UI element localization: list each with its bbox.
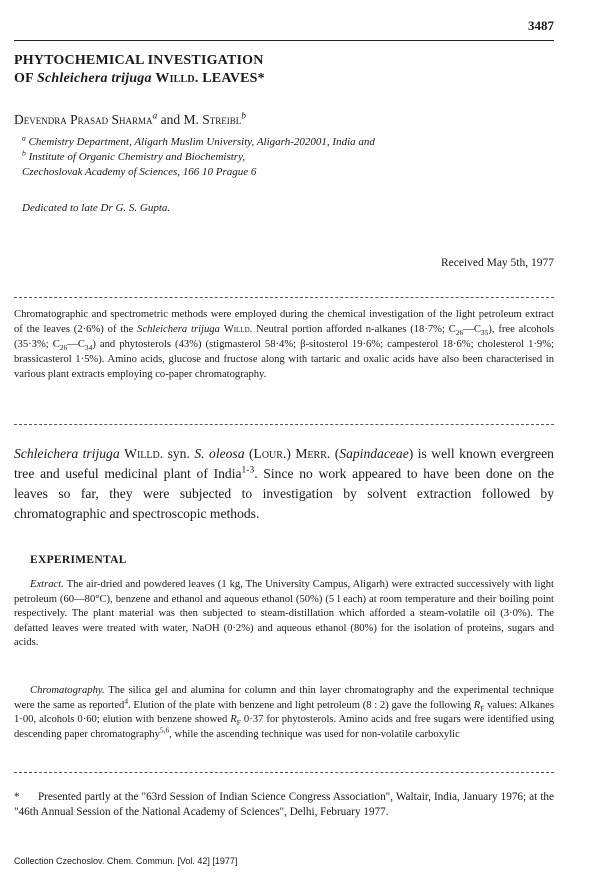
author-1: Devendra Prasad Sharma — [14, 112, 153, 127]
header-rule — [14, 40, 554, 41]
affiliation-b-line-1: Institute of Organic Chemistry and Biochemistry, — [25, 151, 246, 163]
affiliation-b — [22, 150, 375, 165]
intro-text: ) is well known evergreen tree and useful medicinal plant of India — [14, 446, 554, 481]
author-conjunction: and — [157, 112, 184, 127]
paragraph-chromatography — [14, 684, 554, 742]
intro-text: ) — [286, 446, 296, 461]
abstract-text: ), free alcohols (35·3%; C — [14, 324, 554, 350]
affiliation-a — [22, 135, 375, 150]
rf-subscript: F — [480, 703, 485, 713]
paragraph-lead: Extract. — [30, 579, 64, 590]
paragraph-lead: Chromatography. — [30, 685, 105, 696]
author-2-mark: b — [241, 111, 246, 122]
reference-mark: 4 — [124, 696, 129, 706]
abstract-text: Neutral portion afforded n-alkanes (18·7%; C — [252, 324, 456, 335]
affiliation-a-text: Chemistry Department, Aligarh Muslim University, Aligarh-202001, India and — [25, 136, 375, 148]
paragraph-text: 0·37 for phytosterols. Amino acids and free sugars were identified using descending paper chromatography — [14, 714, 555, 740]
footnote-mark: * — [14, 791, 20, 803]
article-title — [14, 52, 265, 88]
abstract-species: Schleichera trijuga — [137, 324, 220, 335]
paragraph-text: . Elution of the plate with benzene and light petroleum (8 : 2) gave the following — [128, 699, 474, 711]
introduction — [14, 444, 554, 524]
abstract-top-rule — [14, 297, 554, 298]
abstract-bottom-rule — [14, 424, 554, 425]
intro-species: Schleichera trijuga — [14, 446, 120, 461]
paragraph-text: The air-dried and powdered leaves (1 kg, The University Campus, Aligarh) were extracted successively with light petroleum (60—80°C), benzene and ethanol and aqueous ethanol (50%) (5 l each) at room temperature and their boiling point respectively. The plant material was then subjected to steam-distillation which afforded a steam-volatile oil (3·0%). The defatted leaves were treated with water, NaOH (0·2%) and aqueous ethanol (80%) for the isolation of proteins, sugars and acids. — [14, 579, 554, 649]
footnote-rule — [14, 772, 554, 773]
title-species: Schleichera trijuga — [37, 71, 152, 86]
reference-mark: 5,6 — [159, 725, 170, 735]
author-2: M. Streibl — [183, 112, 242, 127]
author-list — [14, 112, 246, 128]
author-1-mark: a — [152, 111, 158, 122]
intro-synonym: S. oleosa — [194, 446, 245, 461]
intro-authority: Willd. — [124, 446, 164, 461]
journal-footer: Collection Czechoslov. Chem. Commun. [Vol. 42] [1977] — [14, 856, 238, 866]
section-heading-experimental: EXPERIMENTAL — [30, 554, 127, 566]
intro-authority: Merr. — [295, 446, 331, 461]
abstract-subscript: 34 — [84, 343, 93, 353]
title-line-1: PHYTOCHEMICAL INVESTIGATION — [14, 53, 264, 68]
intro-text: ( — [330, 446, 340, 461]
title-line-2 — [14, 70, 265, 88]
intro-reference: 1-3 — [241, 465, 255, 476]
title-suffix: LEAVES* — [198, 71, 265, 86]
intro-text: ( — [244, 446, 254, 461]
abstract-text: —C — [463, 324, 481, 335]
title-authority: Willd. — [155, 71, 199, 86]
footnote-text: Presented partly at the "63rd Session of Indian Science Congress Association", Waltair, India, January 1976; at the "46th Annual Session of the National Academy of Sciences", Delhi, February 1977. — [14, 791, 557, 818]
intro-text: . Since no work appeared to have been done on the leaves so far, they were subjected to investigation by solvent extraction followed by chromatographic and spectroscopic methods. — [14, 466, 554, 521]
footnote — [14, 790, 557, 820]
dedication: Dedicated to late Dr G. S. Gupta. — [22, 202, 171, 214]
abstract-subscript: 26 — [455, 328, 464, 338]
abstract — [14, 307, 554, 382]
rf-symbol: R — [230, 714, 237, 726]
affiliation-a-mark: a — [22, 133, 26, 143]
abstract-authority: Willd. — [223, 324, 253, 335]
page-number: 3487 — [528, 18, 554, 33]
affiliation-b-mark: b — [22, 148, 26, 158]
abstract-subscript: 35 — [480, 328, 489, 338]
affiliations — [22, 135, 375, 180]
rf-symbol: R — [473, 699, 481, 711]
received-date: Received May 5th, 1977 — [440, 257, 554, 269]
paragraph-text: , while the ascending technique was used for non-volatile carboxylic — [169, 728, 460, 740]
affiliation-b-line-2: Czechoslovak Academy of Sciences, 166 10 Prague 6 — [22, 166, 257, 178]
abstract-subscript: 26 — [59, 343, 68, 353]
paragraph-text: values: Alkanes 1·00, alcohols 0·60; elution with benzene showed — [14, 699, 554, 726]
intro-family: Sapindaceae — [339, 446, 409, 461]
abstract-text: ) and phytosterols (43%) (stigmasterol 58·4%; β-sitosterol 19·6%; campesterol 18·6%; cholesterol 1·9%; brassicasterol 1·5%). Amino acids, glucose and fructose along with tartaric and oxalic acids have also been characterised in various plant extracts employing co-paper chromatography. — [14, 339, 554, 380]
intro-text: syn. — [163, 446, 195, 461]
title-prefix: OF — [14, 71, 38, 86]
abstract-text: —C — [67, 339, 85, 350]
intro-authority: Lour. — [253, 446, 287, 461]
abstract-text: Chromatographic and spectrometric methods were employed during the chemical investigation of the light petroleum extract of the leaves (2·6%) of the — [14, 309, 554, 335]
paragraph-text: The silica gel and alumina for column and thin layer chromatography and the experimental technique were the same as reported — [14, 685, 554, 711]
paragraph-extract — [14, 578, 554, 651]
rf-subscript: F — [236, 718, 241, 728]
